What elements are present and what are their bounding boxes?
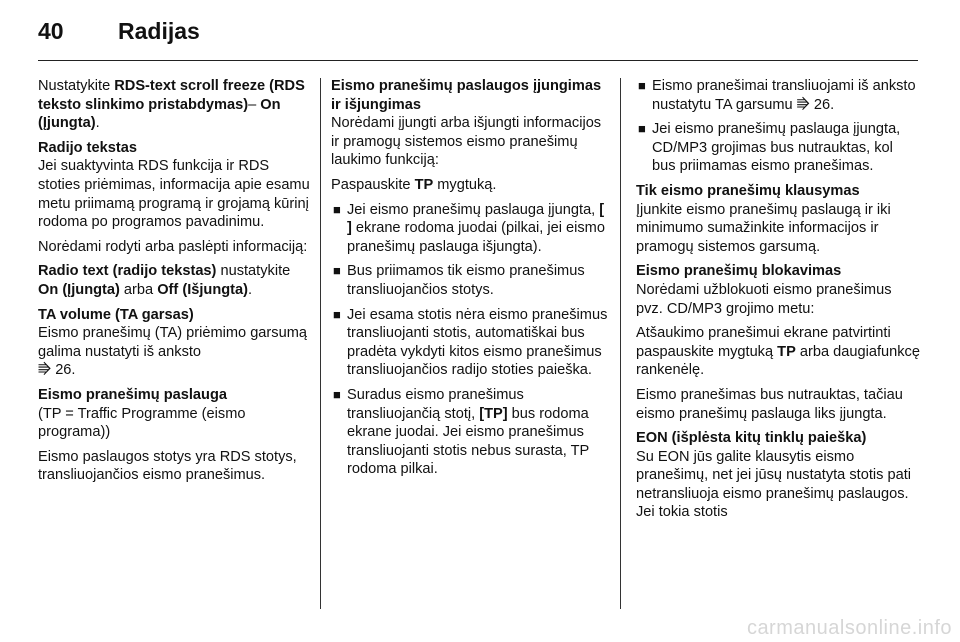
blocking-section [636, 262, 920, 423]
rds-scroll-on: On (Įjungta) [38, 96, 281, 132]
page-title: Radijas [118, 18, 200, 44]
column-3 [636, 77, 920, 528]
bullet-icon: ■ [333, 201, 341, 217]
list-item: ■ Jei esama stotis nėra eismo pranešimus transliuojanti stotis, automatiškai bus pradėta vykdyti kitos eismo pranešimus transliuojančios radijo stoties paieška. [333, 306, 608, 379]
list-item: ■ Jei eismo pranešimų paslauga įjungta, CD/MP3 grojimas bus nutrauktas, kol bus priimamas eismo pranešimas. [638, 121, 901, 175]
bullet-icon: ■ [638, 121, 646, 137]
column-divider-2 [620, 78, 621, 609]
listen-only-section [636, 182, 920, 256]
header-divider [38, 60, 918, 61]
list-item: ■ Bus priimamos tik eismo pranešimus transliuojančios stotys. [333, 263, 585, 298]
blocking-heading: Eismo pranešimų blokavimas [636, 263, 842, 280]
traffic-service-heading: Eismo pranešimų paslauga [38, 386, 227, 403]
arrow-ref-icon: ⭆ [796, 96, 810, 113]
eon-body: Su EON jūs galite klausytis eismo pranešimų, net jei jūsų nustatyta stotis pati netransliuoja eismo pranešimų paslaugos. Jei tokia stotis [636, 448, 911, 521]
list-item: ■ Eismo pranešimai transliuojami iš anksto nustatytu TA garsumu ⭆ 26. [638, 78, 916, 113]
radio-text-body-2: Norėdami rodyti arba paslėpti informaciją: [38, 238, 308, 255]
traffic-service-section [38, 386, 310, 485]
tp-press-instruction: Paspauskite TP mygtuką. [331, 176, 497, 193]
tp-bullet-list [331, 201, 609, 479]
column-2 [331, 77, 609, 485]
page-number: 40 [38, 18, 64, 44]
traffic-service-body-2: Eismo paslaugos stotys yra RDS stotys, transliuojančios eismo pranešimus. [38, 448, 297, 484]
radio-text-setting: Radio text (radijo tekstas) nustatykite On (Įjungta) arba Off (Išjungta). [38, 263, 291, 298]
tp-toggle-heading: Eismo pranešimų paslaugos įjungimas ir išjungimas [331, 78, 602, 113]
radio-text-section [38, 139, 310, 300]
column-divider-1 [320, 78, 321, 609]
bullet-icon: ■ [333, 263, 341, 279]
blocking-body: Norėdami užblokuoti eismo pranešimus pvz. CD/MP3 grojimo metu: [636, 281, 892, 317]
rds-scroll-setting: RDS-text scroll freeze (RDS teksto slinkimo pristabdymas) [38, 78, 305, 113]
blocking-body-3: Eismo pranešimas bus nutrauktas, tačiau eismo pranešimų paslauga liks įjungta. [636, 386, 903, 422]
watermark: carmanualsonline.info [746, 617, 952, 639]
bullet-icon: ■ [333, 306, 341, 322]
eon-section [636, 429, 920, 522]
bullet-icon: ■ [333, 386, 341, 402]
radio-text-body: Jei suaktyvinta RDS funkcija ir RDS stoties priėmimas, informacija apie esamu metu priimamą programą ir grojamą kūrinį rodoma po programos pavadinimu. [38, 158, 310, 231]
rds-scroll-paragraph: Nustatykite RDS-text scroll freeze (RDS teksto slinkimo pristabdymas)– On (Įjungta). [38, 78, 305, 132]
radio-text-heading: Radijo tekstas [38, 139, 137, 156]
ta-volume-body: Eismo pranešimų (TA) priėmimo garsumą galima nustatyti iš anksto [38, 325, 307, 360]
eon-heading: EON (išplėsta kitų tinklų paieška) [636, 430, 867, 447]
list-item: ■ Suradus eismo pranešimus transliuojančią stotį, [TP] bus rodoma ekrane juodai. Jei eismo pranešimus transliuojanti stotis nebus surasta, TP rodoma pilkai. [333, 386, 590, 478]
list-item: ■ Jei eismo pranešimų paslauga įjungta, [ ] ekrane rodoma juodai (pilkai, jei eismo pranešimų paslauga išjungta). [333, 201, 605, 255]
ta-volume-heading: TA volume (TA garsas) [38, 306, 194, 323]
ta-volume-section [38, 306, 310, 380]
tp-toggle-body: Norėdami įjungti arba išjungti informacijos ir pramogų sistemos eismo pranešimų laukimo funkciją: [331, 115, 602, 169]
traffic-service-body: (TP = Traffic Programme (eismo programa)) [38, 405, 246, 441]
arrow-ref-icon: ⭆ [38, 362, 52, 379]
blocking-body-2: Atšaukimo pranešimui ekrane patvirtinti paspauskite mygtuką TP arba daugiafunkcę rankenėlę. [636, 325, 920, 379]
ta-bullet-list [636, 77, 920, 176]
tp-button-label: TP [414, 176, 434, 193]
listen-only-body: Įjunkite eismo pranešimų paslaugą ir iki minimumo sumažinkite informacijos ir pramogų sistemos garsumą. [636, 201, 891, 255]
column-1 [38, 77, 310, 491]
bullet-icon: ■ [638, 78, 646, 93]
listen-only-heading: Tik eismo pranešimų klausymas [636, 182, 860, 199]
page-reference: 26. [51, 362, 76, 379]
